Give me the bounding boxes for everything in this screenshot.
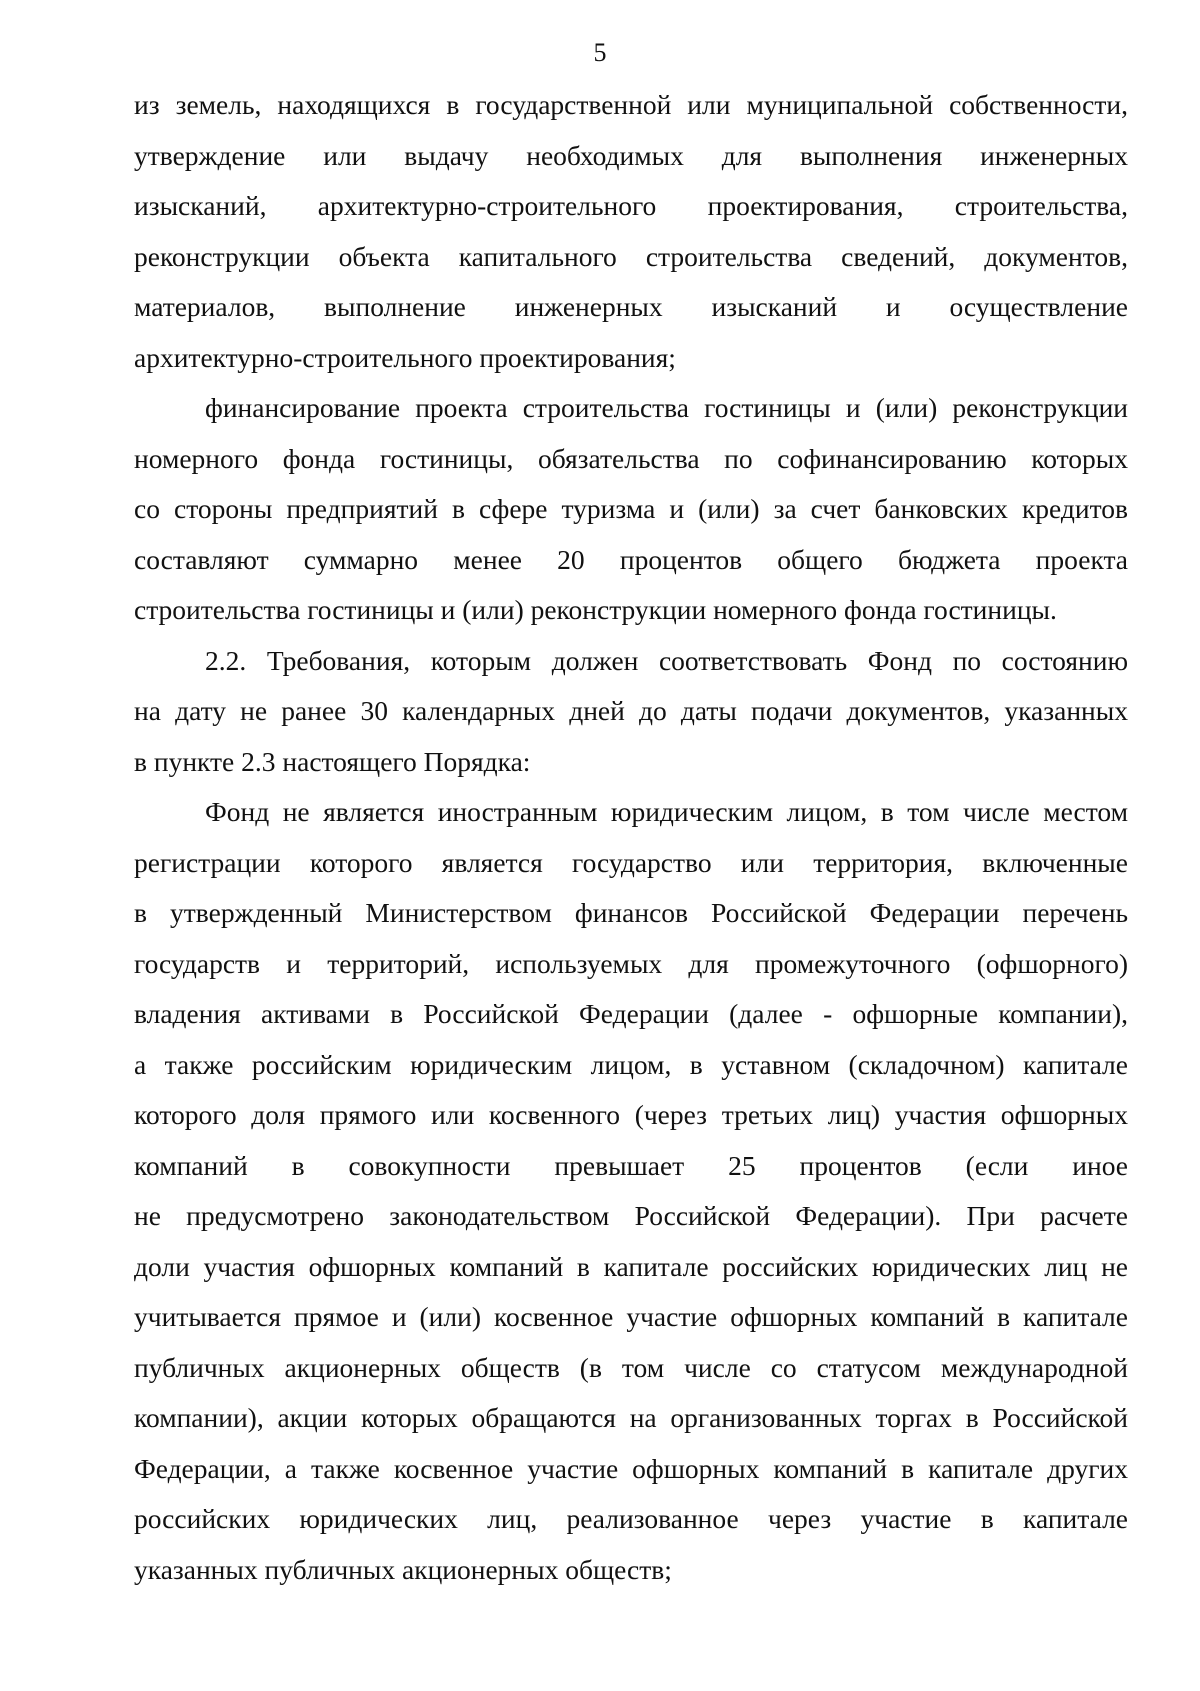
paragraph — [134, 787, 1128, 1595]
text-line: не предусмотрено законодательством Российской Федерации). При расчете — [134, 1200, 1128, 1231]
text-line: владения активами в Российской Федерации (далее - офшорные компании), — [134, 998, 1128, 1029]
paragraph — [134, 636, 1128, 788]
page-number: 5 — [593, 38, 607, 67]
text-line: указанных публичных акционерных обществ; — [134, 1553, 672, 1585]
text-line: публичных акционерных обществ (в том числе со статусом международной — [134, 1351, 1128, 1383]
text-line: которого доля прямого или косвенного (через третьих лиц) участия офшорных — [134, 1099, 1128, 1130]
text-line: финансирование проекта строительства гостиницы и (или) реконструкции — [205, 392, 1128, 423]
text-line: российских юридических лиц, реализованное через участие в капитале — [134, 1503, 1128, 1534]
text-line: в пункте 2.3 настоящего Порядка: — [134, 745, 531, 777]
text-line: компаний в совокупности превышает 25 процентов (если иное — [134, 1149, 1128, 1181]
text-line: доли участия офшорных компаний в капитале российских юридических лиц не — [134, 1250, 1128, 1282]
text-line: учитывается прямое и (или) косвенное участие офшорных компаний в капитале — [134, 1301, 1128, 1332]
text-line: компании), акции которых обращаются на организованных торгах в Российской — [134, 1402, 1128, 1433]
text-line: регистрации которого является государство или территория, включенные — [134, 846, 1128, 878]
text-line: архитектурно-строительного проектирования; — [134, 341, 676, 373]
text-line: государств и территорий, используемых для промежуточного (офшорного) — [134, 947, 1128, 979]
text-line: в утвержденный Министерством финансов Российской Федерации перечень — [134, 897, 1128, 928]
text-line: материалов, выполнение инженерных изысканий и осуществление — [134, 291, 1128, 322]
text-line: Федерации, а также косвенное участие офшорных компаний в капитале других — [134, 1452, 1128, 1484]
paragraph — [134, 383, 1128, 636]
text-line: из земель, находящихся в государственной или муниципальной собственности, — [134, 89, 1128, 120]
text-line: изысканий, архитектурно-строительного проектирования, строительства, — [134, 190, 1128, 221]
document-body — [134, 80, 1128, 1595]
text-line: на дату не ранее 30 календарных дней до даты подачи документов, указанных — [134, 695, 1128, 726]
text-line: реконструкции объекта капитального строительства сведений, документов, — [134, 240, 1128, 272]
text-line: номерного фонда гостиницы, обязательства по софинансированию которых — [134, 442, 1128, 474]
text-line: Фонд не является иностранным юридическим лицом, в том числе местом — [205, 796, 1128, 827]
text-line: со стороны предприятий в сфере туризма и (или) за счет банковских кредитов — [134, 493, 1128, 524]
text-line: составляют суммарно менее 20 процентов общего бюджета проекта — [134, 543, 1128, 575]
text-line: а также российским юридическим лицом, в уставном (складочном) капитале — [134, 1048, 1128, 1080]
paragraph — [134, 80, 1128, 383]
text-line: 2.2. Требования, которым должен соответствовать Фонд по состоянию — [205, 644, 1128, 676]
text-line: утверждение или выдачу необходимых для выполнения инженерных — [134, 139, 1128, 171]
text-line: строительства гостиницы и (или) реконструкции номерного фонда гостиницы. — [134, 594, 1057, 625]
